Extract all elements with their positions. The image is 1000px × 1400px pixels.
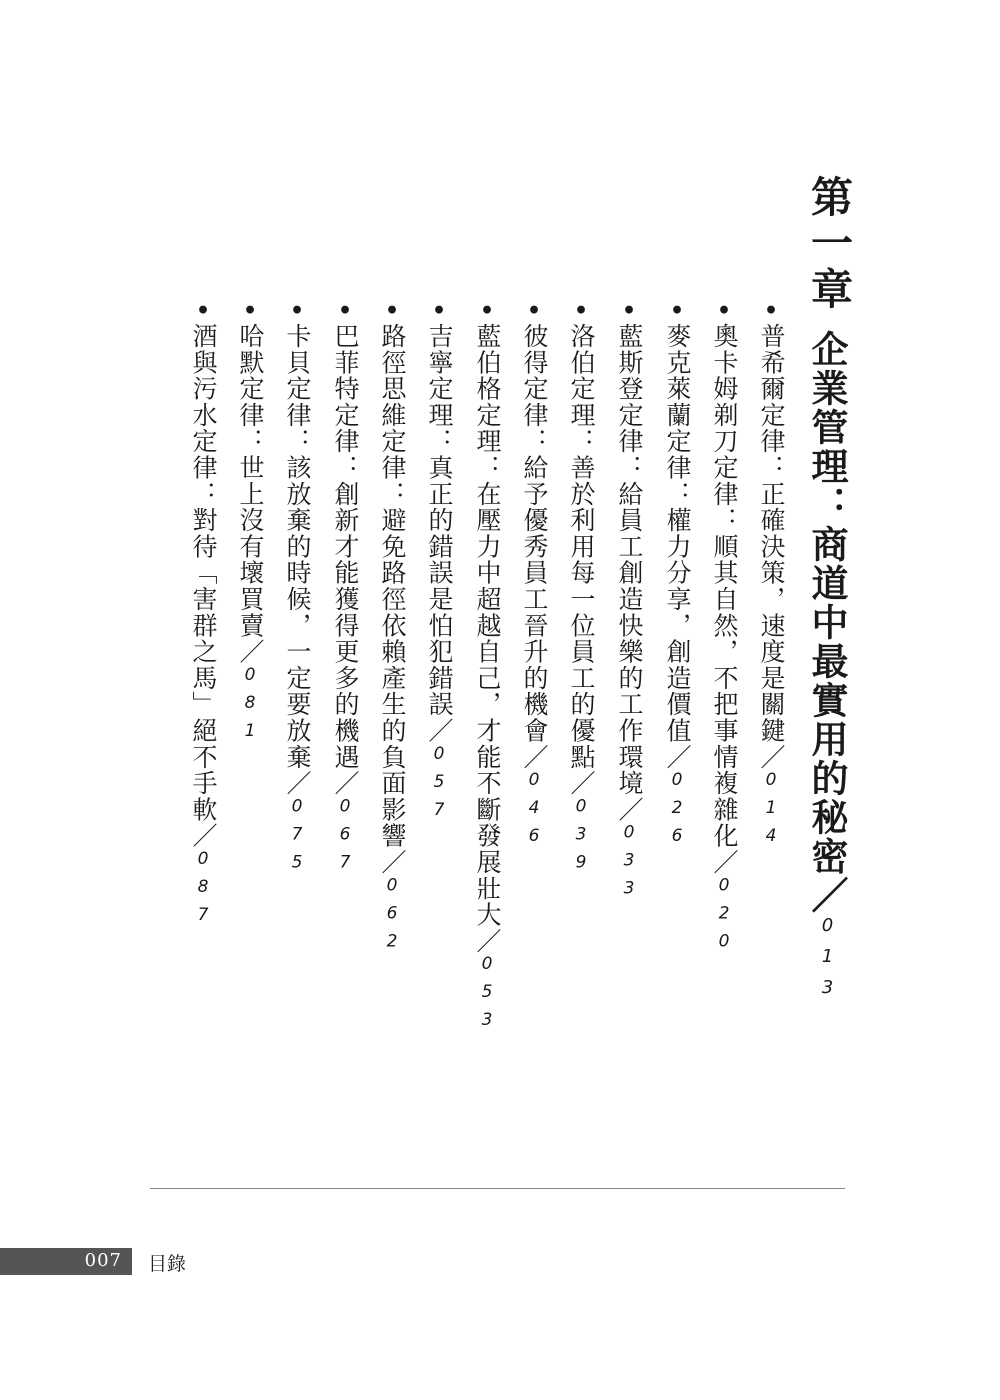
- toc-item-text: 哈默定律：世上沒有壞買賣／: [236, 323, 265, 665]
- toc-item[interactable]: [189, 298, 216, 933]
- toc-item-page: 067: [335, 796, 355, 881]
- toc-item[interactable]: [236, 298, 263, 749]
- toc-item[interactable]: [757, 298, 784, 854]
- toc-item-page: 053: [477, 954, 497, 1039]
- folio-bar: [0, 1248, 132, 1275]
- toc-item[interactable]: [283, 298, 310, 880]
- bullet-icon: •: [616, 298, 642, 326]
- toc-item-page: 087: [193, 849, 213, 933]
- toc-item[interactable]: [663, 298, 690, 854]
- toc-item-page: 020: [714, 875, 734, 960]
- toc-item-text: 普希爾定律：正確決策，速度是關鍵／: [757, 323, 786, 771]
- toc-item[interactable]: [331, 298, 358, 880]
- bullet-icon: •: [237, 298, 263, 326]
- toc-item-text: 吉寧定理：真正的錯誤是怕犯錯誤／: [425, 323, 454, 744]
- toc-item-text: 巴菲特定律：創新才能獲得更多的機遇／: [331, 323, 360, 797]
- toc-item-page: 046: [524, 770, 544, 855]
- toc-item[interactable]: [710, 298, 737, 959]
- toc-item-text: 奧卡姆剃刀定律：順其自然，不把事情複雜化／: [710, 323, 739, 876]
- bullet-icon: •: [474, 298, 500, 326]
- chapter-title-text: 企業管理：商道中最實用的秘密／: [805, 330, 849, 915]
- toc-item[interactable]: [473, 298, 500, 1038]
- toc-item-text: 麥克萊蘭定律：權力分享，創造價值／: [663, 323, 692, 771]
- toc-item[interactable]: [520, 298, 547, 854]
- folio-section-label: 目錄: [148, 1253, 187, 1275]
- toc-item-page: 026: [667, 770, 687, 855]
- toc-item-page: 033: [619, 822, 639, 907]
- bullet-icon: •: [284, 298, 310, 326]
- toc-item-text: 藍斯登定律：給員工創造快樂的工作環境／: [615, 323, 644, 823]
- folio-page-number: 007: [84, 1250, 122, 1271]
- chapter-page-number: 013: [817, 915, 838, 1008]
- toc-item-text: 洛伯定理：善於利用每一位員工的優點／: [567, 323, 596, 797]
- bullet-icon: •: [332, 298, 358, 326]
- bullet-icon: •: [711, 298, 737, 326]
- toc-item[interactable]: [567, 298, 594, 880]
- toc-item-page: 081: [240, 664, 260, 749]
- toc-item-page: 057: [429, 743, 449, 828]
- toc-item-text: 酒與污水定律：對待「害群之馬」絕不手軟／: [189, 323, 218, 849]
- toc-item-page: 014: [761, 770, 781, 855]
- bullet-icon: •: [190, 298, 216, 326]
- toc-item[interactable]: [378, 298, 405, 959]
- toc-item-text: 卡貝定律：該放棄的時候，一定要放棄／: [283, 323, 312, 797]
- toc-item-text: 彼得定律：給予優秀員工晉升的機會／: [520, 323, 549, 771]
- bullet-icon: •: [426, 298, 452, 326]
- bullet-icon: •: [521, 298, 547, 326]
- chapter-title: [805, 330, 849, 1008]
- toc-item-page: 062: [382, 875, 402, 960]
- bullet-icon: •: [568, 298, 594, 326]
- toc-item-page: 075: [287, 796, 307, 881]
- bullet-icon: •: [379, 298, 405, 326]
- toc-item-page: 039: [571, 796, 591, 881]
- bullet-icon: •: [758, 298, 784, 326]
- toc-item-text: 路徑思維定律：避免路徑依賴產生的負面影響／: [378, 323, 407, 876]
- toc-item[interactable]: [615, 298, 642, 907]
- toc-item-text: 藍伯格定理：在壓力中超越自己，才能不斷發展壯大／: [473, 323, 502, 955]
- chapter-number: 第一章: [805, 175, 854, 313]
- bullet-icon: •: [664, 298, 690, 326]
- toc-item[interactable]: [425, 298, 452, 828]
- footer-divider: [150, 1188, 845, 1189]
